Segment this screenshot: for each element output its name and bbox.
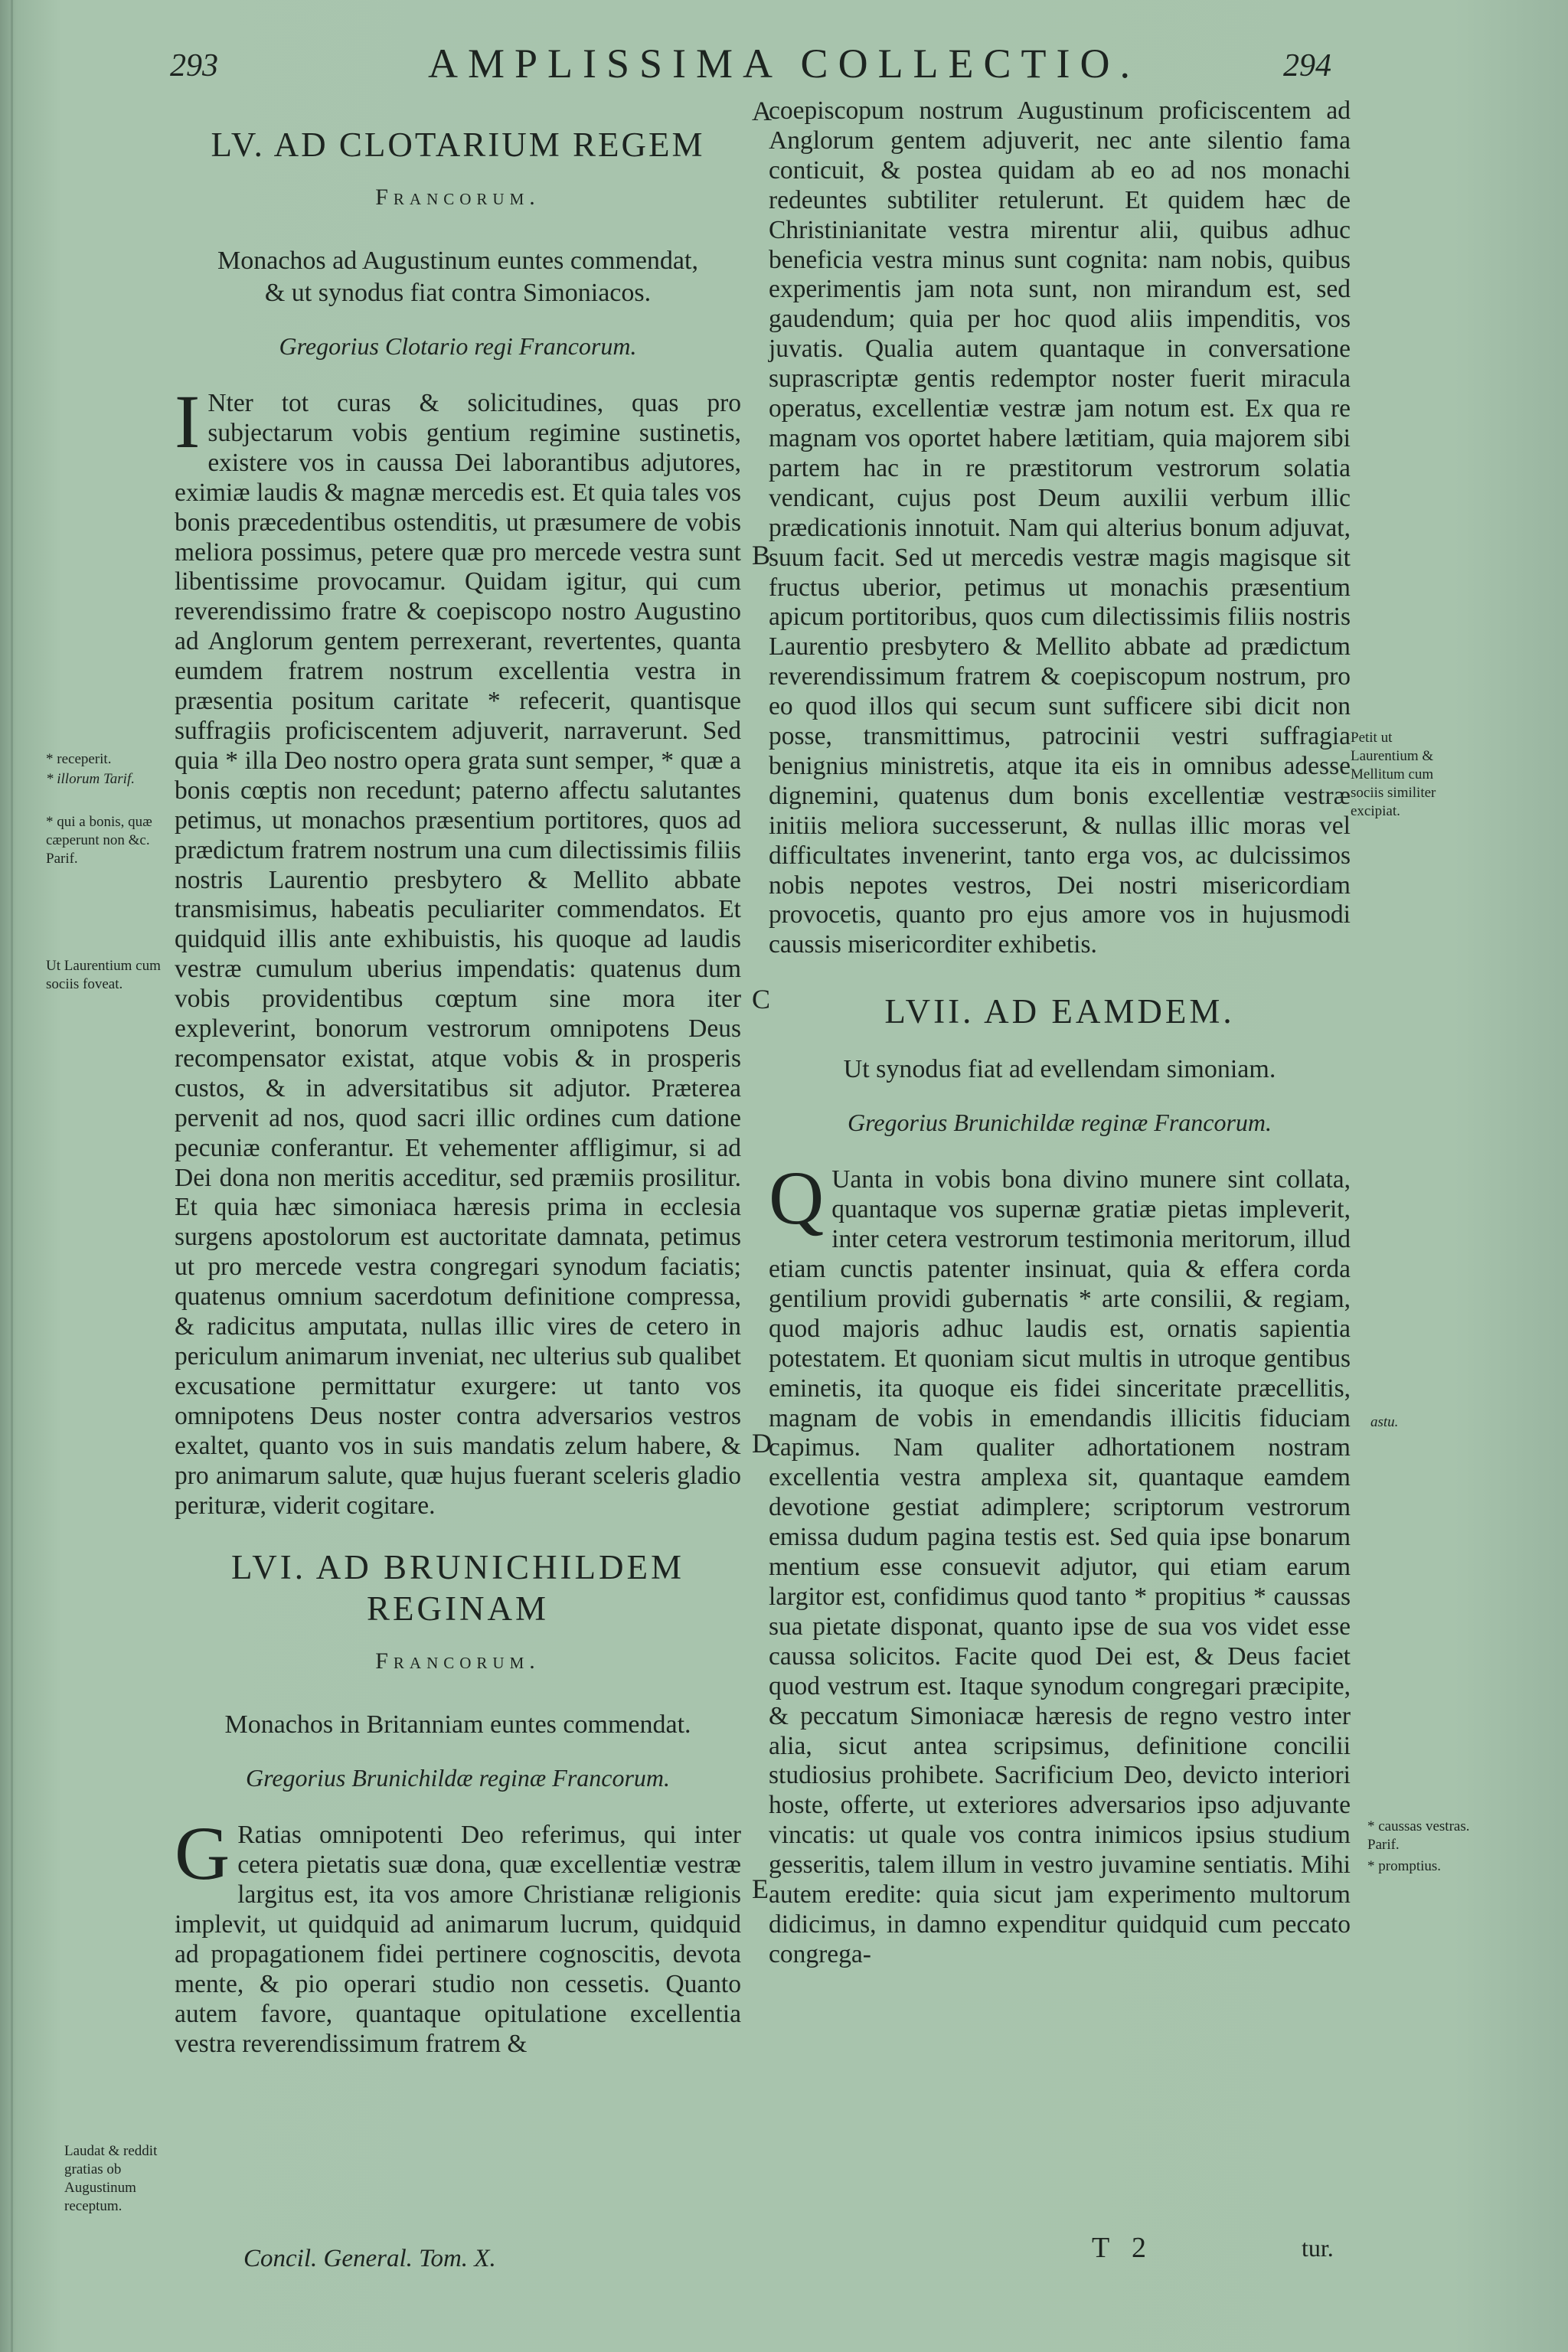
epistle-55-argument-line-2: & ut synodus fiat contra Simoniacos. [264, 279, 652, 307]
epistle-56-title: LVI. AD BRUNICHILDEM REGINAM [230, 1548, 685, 1628]
epistle-57-body [769, 1155, 1351, 1969]
epistle-55-salutation: Gregorius Clotario regi Francorum. [279, 332, 637, 360]
right-column [769, 96, 1351, 1970]
epistle-55-argument-line-1: Monachos ad Augustinum euntes commendat, [217, 247, 698, 275]
left-column [175, 107, 741, 2060]
margin-note: Laudat & reddit gratias ob Augustinum receptum. [64, 2143, 158, 2214]
epistle-56-text: Ratias omnipotenti Deo referimus, qui inter cetera pietatis suæ dona, quæ excellentiæ vestræ largitus est, ita vos amore Christianæ religionis implevit, ut quidquid ad animarum lucrum, quidquid ad propagationem fidei pertinere cognoscitis, devota mente, & pio operari studio non cessetis. Quanto autem favore, quantaque opitulatione excellentia vestra reverendissimum fratrem & [175, 1821, 741, 2058]
running-head [0, 40, 1568, 93]
margin-note: * caussas vestras. Parif. [1367, 1818, 1470, 1853]
epistle-56-salutation: Gregorius Brunichildæ reginæ Francorum. [245, 1764, 671, 1792]
dropcap: Q [769, 1155, 825, 1241]
page-number-right: 294 [1283, 48, 1331, 83]
epistle-55-body [175, 379, 741, 1521]
section-letter-e: E [752, 1873, 769, 1904]
epistle-56-continued: coepiscopum nostrum Augustinum proficiscentem ad Anglorum gentem adjuverit, nec ante silentio fama conticuit, & postea quidam ab eo ad nos monachi redeuntes subtiliter retulerunt. Et quidem hæc de Christinianitate vestra mirentur alii, quibus adhuc beneficia vestra minus sunt cognita: nam nobis, quibus experimentis jam nota sunt, non mirandum est, sed gaudendum; quia per hoc quod aliis impenditis, vos juvatis. Qualia autem quantaque in conversatione suprascriptæ gentis redemptor noster fuerit miracula operatus, excellentiæ vestræ jam notum est. Ex qua re magnam vos oportet habere lætitiam, quia majorem sibi partem hac in re præstitorum vestrorum solatia vendicant, cujus post Deum auxilii verbum illic prædicationis innotuit. Nam qui alterius bonum adjuvat, suum facit. Sed ut mercedis vestræ magis magisque sit fructus uberior, petimus ut monachis præsentium apicum portitoribus, quos cum dilectissimis filiis nostris Laurentio presbytero & Mellito abbate ad prædictum reverendissimum fratrem & coepiscopum nostrum, pro eo quod illos qui secum sunt sufficere sibi dicit non posse, transmittimus, patrocinii vestri suffragia benignius ministretis, atque ita eis in omnibus adesse dignemini, quatenus dum bonis excellentiæ vestræ initiis meliora successerunt, & nullas illic moras vel difficultates invenerint, tanto erga vos, ac dulcissimos nobis nepotes vestros, Dei nostri misericordiam provocetis, quanto pro ejus amore vos in hujusmodi caussis misericorditer exhibetis. [769, 96, 1351, 959]
page-number-left: 293 [170, 48, 218, 83]
section-letter-a: A [752, 96, 772, 126]
margin-note: * promptius. [1367, 1858, 1442, 1874]
margin-note: astu. [1370, 1414, 1399, 1430]
epistle-57-title: LVII. AD EAMDEM. [884, 992, 1235, 1031]
epistle-57-salutation: Gregorius Brunichildæ reginæ Francorum. [847, 1109, 1272, 1137]
epistle-55-subtitle: Francorum. [375, 185, 541, 210]
epistle-56-body [175, 1811, 741, 2059]
epistle-57-text: Uanta in vobis bona divino munere sint collata, quantaque vos supernæ gratiæ pietas impleverit, inter cetera vestrorum testimonia meritorum, illud etiam cunctis patenter insinuat, quia & effera corda gentilium providi gubernatis * arte consilii, & regiam, quod majoris adhuc laudis est, ornatis sapientia potestatem. Et quoniam sicut multis in utroque gentibus eminetis, ita quoque eis fidei sinceritate præcellitis, magnam de vobis in emendandis illicitis fiduciam capimus. Nam qualiter adhortationem nostram excellentia vestra amplexa sit, quantaque eamdem devotione gestiat adimplere; scriptorum vestrorum emissa dudum pagina testis est. Sed quia ipse bonarum mentium esse consuevit adjutor, qui etiam earum largitor est, confidimus quod tanto * propitius * caussas sua pietate disponat, quanto ipse de sua vos videt esse caussa solicitos. Facite quod Dei est, & Deus faciet quod vestrum est. Itaque synodum congregari præcipite, & peccatum Simoniacæ hæresis de regno vestro inter alia, sicut antea scripsimus, definitione concilii studiosius prohibete. Sacrificium Deo, devicto interiori hoste, offerte, ut exteriores adversarios ipso adjuvante vincatis: ut quale vos contra inimicos ipsius studium gesseritis, talem illum in vestro juvamine sentiatis. Mihi autem eredite: quia sicut jam experimento multorum didicimus, in damno expenditur quidquid cum peccato congrega- [769, 1165, 1351, 1968]
epistle-55-text: Nter tot curas & solicitudines, quas pro subjectarum vobis gentium regimine sustinetis, existere vos in caussa Dei laborantibus adjutores, eximiæ laudis & magnæ mercedis est. Et quia tales vos bonis præcedentibus ostenditis, ut præsumere de vobis meliora possimus, petere quæ pro mercede vestra sunt libentissime provocamur. Quidam igitur, qui cum reverendissimo fratre & coepiscopo nostro Augustino ad Anglorum gentem perrexerant, revertentes, quanta eumdem fratrem nostrum excellentia vestra in præsentia positum caritate * refecerit, quantisque suffragiis proficiscentem adjuverit, narraverunt. Sed quia * illa Deo nostro opera grata sunt semper, * quæ a bonis cœptis non recedunt; paterno affectu salutantes petimus, ut monachos præsentium portitores, quos ad prædictum fratrem nostrum una cum dilectissimis filiis nostris Laurentio presbytero & Mellito abbate transmisimus, habeatis peculiariter commendatos. Et quidquid illis ante exhibuistis, his quoque ad laudis vestræ cumulum uberius impendatis: quatenus dum vobis providentibus cœptum sine mora iter expleverint, bonorum vestrorum omnipotens Deus recompensator existat, atque vobis & in prosperis custos, & in adversitatibus sit adjutor. Præterea pervenit ad nos, quod sacri illic ordines cum datione pecuniæ conferantur. Et vehementer affligimur, si ad Dei dona non meritis acceditur, sed præmiis prosilitur. Et quia hæc simoniaca hæresis prima in ecclesia surgens apostolorum est auctoritate damnata, petimus ut pro mercede vestra congregari synodum faciatis; quatenus omnium sacerdotum definitione compressa, & radicitus amputata, nullas illic vires de cetero in periculum animarum inveniat, nec ulterius sub qualibet excusatione permittatur exurgere: ut tanto vos omnipotens Deus noster contra adversarios vestros exaltet, quanto vos in suis mandatis zelum habere, & pro animarum salute, quæ hujus fuerant sceleris gladio perituræ, viderit cogitare. [175, 389, 741, 1520]
signature-mark: T 2 [1092, 2232, 1155, 2264]
margin-note: * illorum Tarif. [46, 771, 135, 787]
margin-note: Petit ut Laurentium & Mellitum cum sociis similiter excipiat. [1351, 730, 1436, 819]
collection-footer: Concil. General. Tom. X. [243, 2245, 496, 2272]
dropcap: G [175, 1811, 230, 1896]
margin-note: * receperit. [46, 751, 112, 767]
section-letter-d: D [752, 1428, 772, 1459]
margin-note: * qui a bonis, quæ cæperunt non &c. Parif. [46, 814, 152, 867]
epistle-56-subtitle: Francorum. [375, 1648, 541, 1674]
running-title: AMPLISSIMA COLLECTIO. [427, 41, 1141, 87]
gutter-shadow [11, 0, 13, 2352]
epistle-56-argument: Monachos in Britanniam euntes commendat. [224, 1710, 691, 1740]
dropcap: I [175, 379, 201, 464]
epistle-55-title: LV. AD CLOTARIUM REGEM [211, 126, 705, 164]
section-letter-b: B [752, 540, 771, 570]
section-letter-c: C [752, 984, 771, 1014]
epistle-57-argument: Ut synodus fiat ad evellendam simoniam. [843, 1055, 1276, 1084]
margin-note: Ut Laurentium cum sociis foveat. [46, 958, 161, 992]
catchword: tur. [1302, 2234, 1334, 2262]
